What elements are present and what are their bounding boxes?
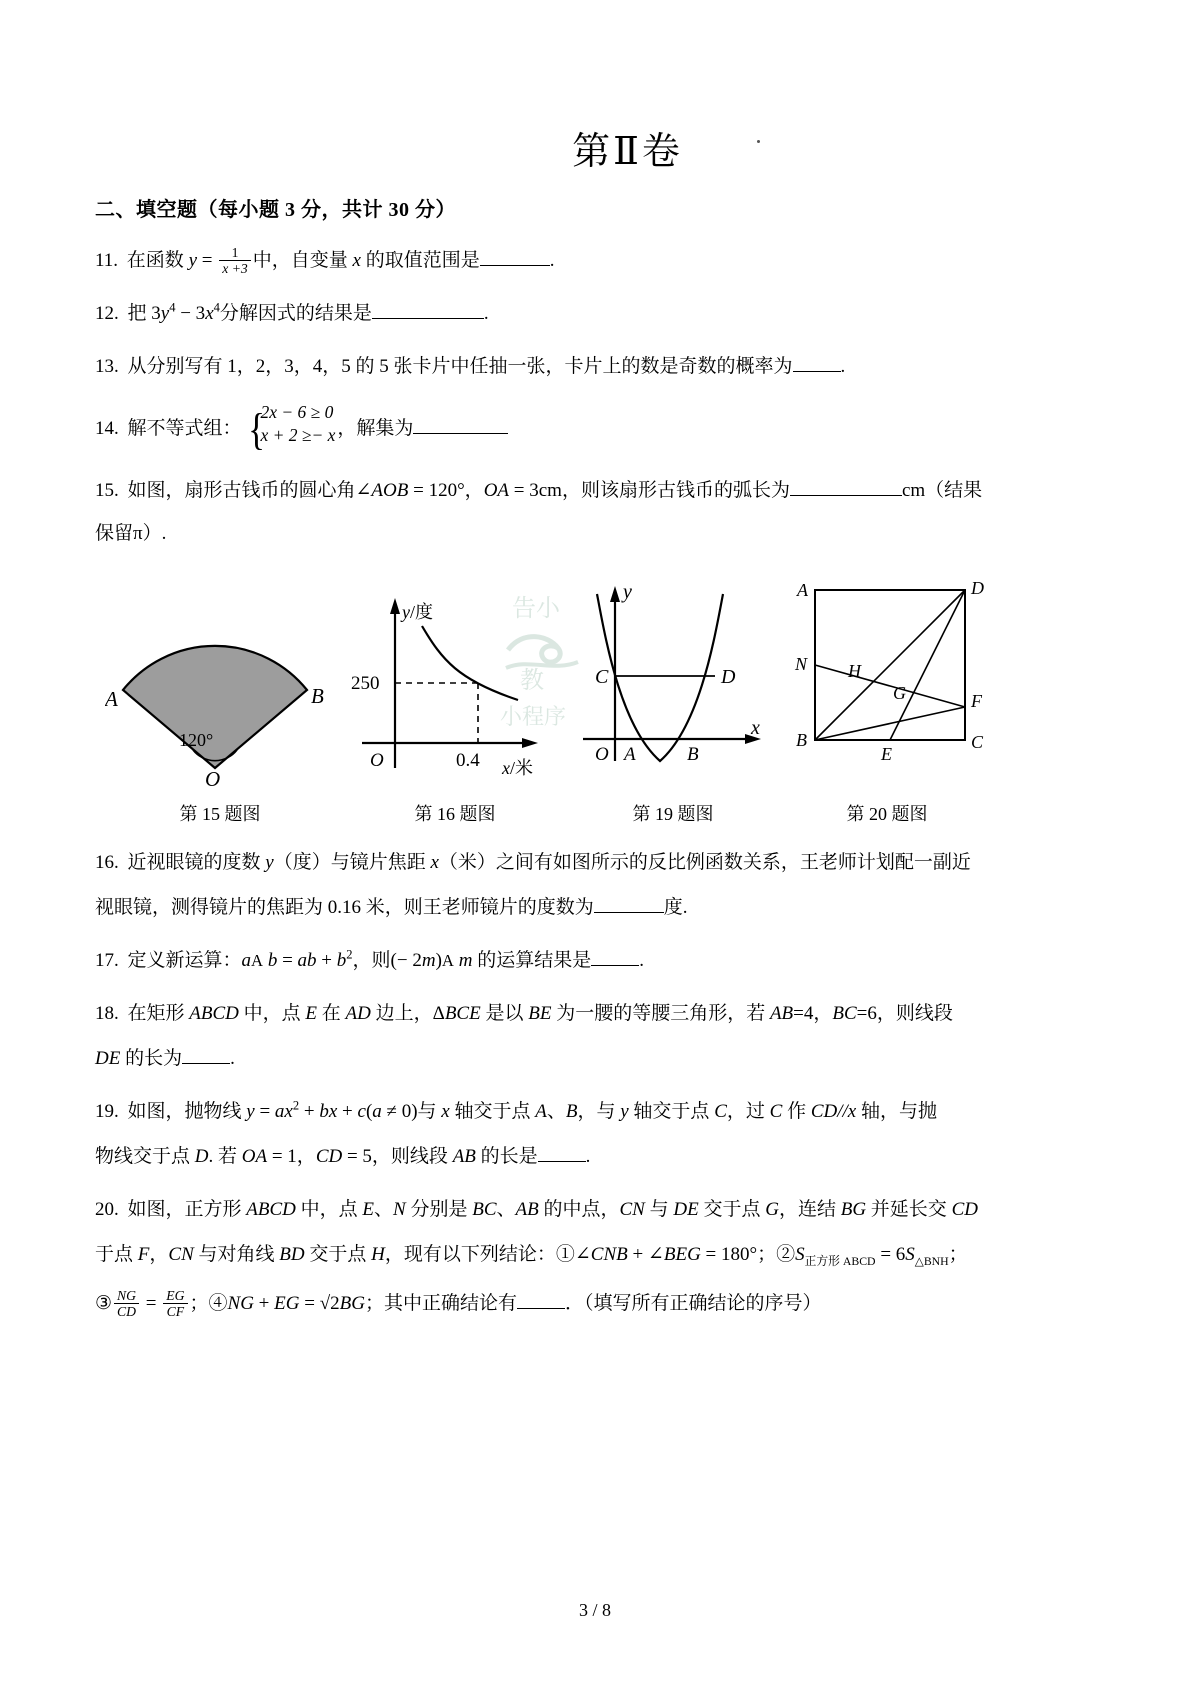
question-18-seg-bc: BC <box>832 1003 857 1025</box>
watermark-text-1: 告小 <box>512 596 560 622</box>
page-content <box>95 120 1040 1338</box>
question-15-number: 15. <box>95 480 119 502</box>
question-18-line2-text: 的长为 <box>120 1048 183 1070</box>
question-19-answer-blank[interactable] <box>538 1161 586 1162</box>
fig20-label-C: C <box>971 732 984 753</box>
question-20-seg-eg: EG <box>274 1292 300 1314</box>
question-19-coef-a: a <box>372 1101 382 1123</box>
question-20-l3-g: ．（填写所有正确结论的序号） <box>564 1292 822 1314</box>
question-11-var-y: y <box>188 250 197 271</box>
question-11 <box>95 242 1040 281</box>
figures-row <box>95 568 1040 798</box>
question-19-point-c2: C <box>769 1101 783 1123</box>
question-19-eq: = <box>254 1101 275 1123</box>
figure-16 <box>350 588 565 788</box>
question-20-line-1: 如图，正方形 ABCD 中，点 E、N 分别是 BC、AB 的中点，CN 与 DE 交于点 G，连结 BG 并延长交 CD <box>127 1198 978 1220</box>
question-11-text-c: 的取值范围是 <box>360 250 480 271</box>
fig16-y-tick-250: 250 <box>351 673 380 695</box>
question-16-text-b: （度）与镜片焦距 <box>273 852 431 874</box>
sector-label-O: O <box>205 767 221 789</box>
sector-angle-label: 120° <box>179 730 214 751</box>
question-19-term-bx: bx <box>319 1101 338 1123</box>
fig19-x-label: x <box>751 717 760 740</box>
fig19-label-O: O <box>595 744 609 766</box>
question-13-text: 从分别写有 1，2，3，4，5 的 5 张卡片中任抽一张，卡片上的数是奇数的概率为 <box>127 355 793 377</box>
question-20-l2-i: ； <box>948 1243 968 1265</box>
volume-title: 第Ⅱ卷 <box>572 131 683 173</box>
question-17-period: . <box>639 950 644 972</box>
question-18-text-a: 在矩形 <box>127 1003 190 1025</box>
question-18-seg-ad: AD <box>345 1003 371 1025</box>
figure-16-caption: 第 16 题图 <box>414 804 496 825</box>
question-11-frac-bottom: x +3 <box>219 260 251 276</box>
question-17-term-ab: ab <box>297 950 317 972</box>
question-12-var-x: x <box>205 302 214 324</box>
question-12-text-b: 分解因式的结果是 <box>219 302 372 324</box>
fig20-label-N: N <box>795 654 808 675</box>
question-19-line2-e: 的长是 <box>475 1145 538 1167</box>
question-16 <box>95 844 1040 928</box>
question-18-seg-be: BE <box>528 1003 552 1025</box>
question-18-text-f: 为一腰的等腰三角形，若 <box>551 1003 770 1025</box>
question-20 <box>95 1191 1040 1324</box>
question-15-unit: cm（结果 <box>901 480 983 502</box>
question-15-seg-oa: OA <box>483 480 510 502</box>
question-19-var-y: y <box>246 1101 255 1123</box>
fig19-label-A: A <box>624 744 636 766</box>
question-18-answer-blank[interactable] <box>182 1063 230 1064</box>
question-14 <box>95 401 1040 459</box>
watermark-text-2: 教 <box>520 668 544 694</box>
question-20-area-s1: S <box>795 1243 805 1265</box>
sector-label-A: A <box>105 687 118 712</box>
question-13-period: . <box>840 355 846 377</box>
question-13-answer-blank[interactable] <box>793 371 841 372</box>
question-19-point-b: B <box>565 1101 578 1123</box>
question-12-var-y: y <box>160 302 170 324</box>
question-20-l2-a: 于点 <box>95 1243 138 1265</box>
fig20-label-D: D <box>971 578 984 599</box>
line-NF <box>815 665 965 707</box>
question-19-term-ax: ax <box>274 1101 293 1123</box>
question-14-answer-blank[interactable] <box>413 433 508 434</box>
question-20-sub-1: 正方形 ABCD <box>804 1254 876 1268</box>
question-17-var-m1: m <box>421 950 436 972</box>
system-brace: { <box>247 404 265 454</box>
question-15-line-2: 保留π）. <box>95 523 167 545</box>
question-12-minus: − 3 <box>175 302 206 324</box>
fig16-x-tick-04: 0.4 <box>456 750 480 772</box>
question-14-inequality-2: x + 2 ≥− x <box>260 424 336 445</box>
question-12-text-a: 把 3 <box>127 302 161 324</box>
question-19-line2-d: = 5，则线段 <box>342 1145 453 1167</box>
sector-shape <box>123 646 307 768</box>
question-12 <box>95 295 1040 334</box>
fig20-label-F: F <box>971 691 982 712</box>
line-BF <box>815 707 965 740</box>
question-19-line2-a: 物线交于点 <box>95 1145 195 1167</box>
question-19-number: 19. <box>95 1101 119 1123</box>
question-16-line-2 <box>95 889 1040 928</box>
question-18-point-e: E <box>305 1003 317 1025</box>
question-14-system <box>246 401 336 459</box>
question-19-cd-parallel-x: CD//x <box>810 1101 857 1123</box>
question-19-exp: 2 <box>292 1098 300 1113</box>
question-20-l2-h: = 6 <box>875 1243 906 1265</box>
question-20-frac2-bot: CF <box>163 1303 187 1319</box>
watermark-text-3: 小程序 <box>500 704 567 729</box>
question-11-text-b: 中，自变量 <box>252 250 353 271</box>
question-20-sqrt-icon: √2 <box>319 1292 340 1314</box>
question-19-text-h: 、 <box>546 1101 566 1123</box>
question-20-l2-b: ， <box>149 1243 169 1265</box>
question-20-l3-f: ；其中正确结论有 <box>364 1292 517 1314</box>
question-12-exp-1: 4 <box>169 300 176 315</box>
question-18-text-h: =6，则线段 <box>856 1003 953 1025</box>
question-20-answer-blank[interactable] <box>517 1308 565 1309</box>
question-20-area-s2: S <box>905 1243 915 1265</box>
question-18-text-g: =4， <box>793 1003 833 1025</box>
question-14-label: 解不等式组： <box>127 418 242 440</box>
x-axis-arrow <box>522 738 538 748</box>
question-19-text-i: ，与 <box>577 1101 621 1123</box>
question-17-operator-icon: A <box>251 951 264 971</box>
question-18-text-c: 在 <box>317 1003 346 1025</box>
question-18-text-d: 边上，Δ <box>370 1003 445 1025</box>
question-19-text-k: ，过 <box>726 1101 770 1123</box>
question-17-text-a: 定义新运算： <box>127 950 242 972</box>
question-15-eq-1: = 120°， <box>408 480 484 502</box>
question-18-seg-de: DE <box>95 1048 121 1070</box>
question-17-number: 17. <box>95 950 119 972</box>
question-19-text-j: 轴交于点 <box>628 1101 715 1123</box>
diagonal-BD <box>815 590 965 740</box>
fig19-y-label: y <box>623 581 632 604</box>
question-19-line2-c: = 1， <box>267 1145 316 1167</box>
question-12-exp-2: 4 <box>213 300 220 315</box>
question-20-frac1-bot: CD <box>114 1303 139 1319</box>
question-20-line-cn: CN <box>168 1243 194 1265</box>
question-19-paren-open: ( <box>365 1101 373 1123</box>
question-17-plus: + <box>316 950 337 972</box>
fig20-label-E: E <box>881 744 892 765</box>
fig19-label-D: D <box>721 666 736 689</box>
question-20-l3-b: = <box>141 1292 162 1314</box>
fig16-x-axis-label: x/米 <box>502 758 534 779</box>
question-18-rect-abcd: ABCD <box>189 1003 239 1025</box>
question-19-line2-b: . 若 <box>208 1145 242 1167</box>
fig20-label-H: H <box>848 661 861 682</box>
question-17-operand-a: a <box>241 950 252 972</box>
question-19-line-2 <box>95 1138 1040 1177</box>
question-12-period: . <box>483 302 489 324</box>
question-15 <box>95 472 1040 554</box>
question-14-tail: ，解集为 <box>337 418 414 440</box>
question-20-point-h: H <box>371 1243 385 1265</box>
question-16-answer-blank[interactable] <box>594 912 664 913</box>
question-20-angle-cnb: CNB <box>590 1243 628 1265</box>
question-16-var-y: y <box>265 852 274 874</box>
question-20-angle-beg: BEG <box>663 1243 701 1265</box>
question-20-frac1-top: NG <box>117 1287 137 1303</box>
figure-20-caption: 第 20 题图 <box>846 804 928 825</box>
question-19-text-f: ≠ 0)与 <box>381 1101 442 1123</box>
question-20-l2-g: = 180°；② <box>700 1243 796 1265</box>
question-11-fraction <box>219 245 251 277</box>
question-20-seg-ng: NG <box>227 1292 254 1314</box>
question-18-text-e: 是以 <box>480 1003 529 1025</box>
question-11-frac-top: 1 <box>231 244 239 260</box>
y-axis-arrow <box>390 598 400 614</box>
question-19-axis-x: x <box>441 1101 450 1123</box>
question-20-l2-f: + ∠ <box>627 1243 664 1265</box>
question-17-text-f: ，则(− 2 <box>352 950 422 972</box>
question-20-sub-2: △BNH <box>914 1254 949 1268</box>
question-20-seg-bg: BG <box>339 1292 365 1314</box>
question-20-l2-e: ，现有以下列结论：①∠ <box>384 1243 591 1265</box>
question-17-answer-blank[interactable] <box>591 965 639 966</box>
fig19-y-arrow <box>610 586 620 602</box>
question-20-number: 20. <box>95 1198 119 1220</box>
question-11-equals: = <box>197 250 218 271</box>
fig20-label-A: A <box>797 580 808 601</box>
question-19-period: . <box>585 1145 591 1167</box>
question-17-operand-b: b <box>267 950 278 972</box>
question-20-point-f: F <box>137 1243 150 1265</box>
question-19-axis-y: y <box>620 1101 629 1123</box>
question-19-point-d: D <box>194 1145 209 1167</box>
question-17 <box>95 942 1040 981</box>
question-19-text-a: 如图，抛物线 <box>127 1101 247 1123</box>
question-16-number: 16. <box>95 852 119 874</box>
question-15-eq-2: = 3cm，则该扇形古钱币的弧长为 <box>509 480 790 502</box>
question-20-frac2-top: EG <box>166 1287 185 1303</box>
question-15-text-a: 如图，扇形古钱币的圆心角∠ <box>127 480 372 502</box>
question-19-plus-2: + <box>337 1101 358 1123</box>
figure-19 <box>575 576 785 786</box>
question-14-inequality-1: 2x − 6 ≥ 0 <box>260 401 334 422</box>
question-20-l2-d: 交于点 <box>304 1243 372 1265</box>
question-19 <box>95 1093 1040 1177</box>
question-19-plus-1: + <box>299 1101 320 1123</box>
hyperbola-curve <box>422 626 518 700</box>
question-20-l3-a: ③ <box>95 1292 113 1314</box>
question-20-line-2 <box>95 1236 1040 1275</box>
question-11-answer-blank[interactable] <box>480 265 550 266</box>
figure-15-caption: 第 15 题图 <box>179 804 261 825</box>
page-number: 3 / 8 <box>578 1600 611 1620</box>
sector-label-B: B <box>311 684 324 709</box>
question-16-text-c: （米）之间有如图所示的反比例函数关系，王老师计划配一副近 <box>438 852 971 874</box>
question-13 <box>95 348 1040 387</box>
question-17-var-m2: m <box>458 950 473 972</box>
question-20-fraction-1 <box>114 1288 139 1320</box>
question-11-var-x: x <box>352 250 361 271</box>
fig19-label-B: B <box>687 744 699 766</box>
fig20-label-B: B <box>796 730 807 751</box>
question-12-answer-blank[interactable] <box>372 318 484 319</box>
question-20-l2-c: 与对角线 <box>193 1243 280 1265</box>
question-18-tri-bce: BCE <box>444 1003 481 1025</box>
question-11-number: 11. <box>95 250 119 271</box>
question-15-answer-blank[interactable] <box>790 495 902 496</box>
question-20-l3-d: + <box>253 1292 275 1314</box>
question-19-seg-oa: OA <box>241 1145 268 1167</box>
question-19-text-l: 作 <box>782 1101 811 1123</box>
question-18-text-b: 中，点 <box>238 1003 306 1025</box>
question-19-text-m: 轴，与抛 <box>856 1101 937 1123</box>
figure-15 <box>105 598 325 793</box>
question-17-operator-icon-2: A <box>441 951 454 971</box>
question-16-line2-text-a: 视眼镜，测得镜片的焦距为 0.16 米，则王老师镜片的度数为 <box>95 897 594 919</box>
question-19-term-c: c <box>357 1101 366 1123</box>
fig16-y-axis-label: y/度 <box>402 602 434 623</box>
question-19-point-c: C <box>714 1101 727 1123</box>
question-11-text-a: 在函数 <box>126 250 189 271</box>
question-19-point-a: A <box>535 1101 547 1123</box>
question-18-line-2 <box>95 1040 1040 1079</box>
question-17-equals: = <box>277 950 298 972</box>
question-17-exp: 2 <box>346 947 353 962</box>
figure-20 <box>785 576 1000 781</box>
question-17-term-b: b <box>336 950 347 972</box>
question-18-seg-ab: AB <box>769 1003 794 1025</box>
fig20-label-G: G <box>893 683 906 704</box>
question-12-number: 12. <box>95 302 119 324</box>
section-heading: 二、填空题（每小题 3 分，共计 30 分） <box>95 199 456 221</box>
fig16-origin-label: O <box>370 750 384 772</box>
figure-captions-row <box>95 800 1040 834</box>
question-11-period: . <box>549 250 555 271</box>
question-16-var-x: x <box>430 852 439 874</box>
fig19-label-C: C <box>595 666 609 689</box>
question-19-seg-cd: CD <box>315 1145 343 1167</box>
question-20-fraction-2 <box>163 1288 187 1320</box>
question-18-number: 18. <box>95 1003 119 1025</box>
question-16-text-a: 近视眼镜的度数 <box>127 852 266 874</box>
question-14-number: 14. <box>95 418 119 440</box>
question-20-diag-bd: BD <box>279 1243 305 1265</box>
figure-19-caption: 第 19 题图 <box>632 804 714 825</box>
question-16-line2-text-b: 度. <box>663 897 688 919</box>
question-15-angle-aob: AOB <box>371 480 409 502</box>
line-ED <box>890 590 965 740</box>
question-17-text-h: 的运算结果是 <box>472 950 592 972</box>
question-19-seg-ab: AB <box>452 1145 476 1167</box>
question-20-line-3 <box>95 1285 1040 1324</box>
question-18 <box>95 995 1040 1079</box>
question-20-l3-e: = <box>299 1292 320 1314</box>
question-18-period: . <box>230 1048 235 1070</box>
question-20-l3-c: ；④ <box>189 1292 228 1314</box>
question-13-number: 13. <box>95 355 119 377</box>
question-19-text-g: 轴交于点 <box>449 1101 536 1123</box>
question-17-paren: ) <box>435 950 442 972</box>
